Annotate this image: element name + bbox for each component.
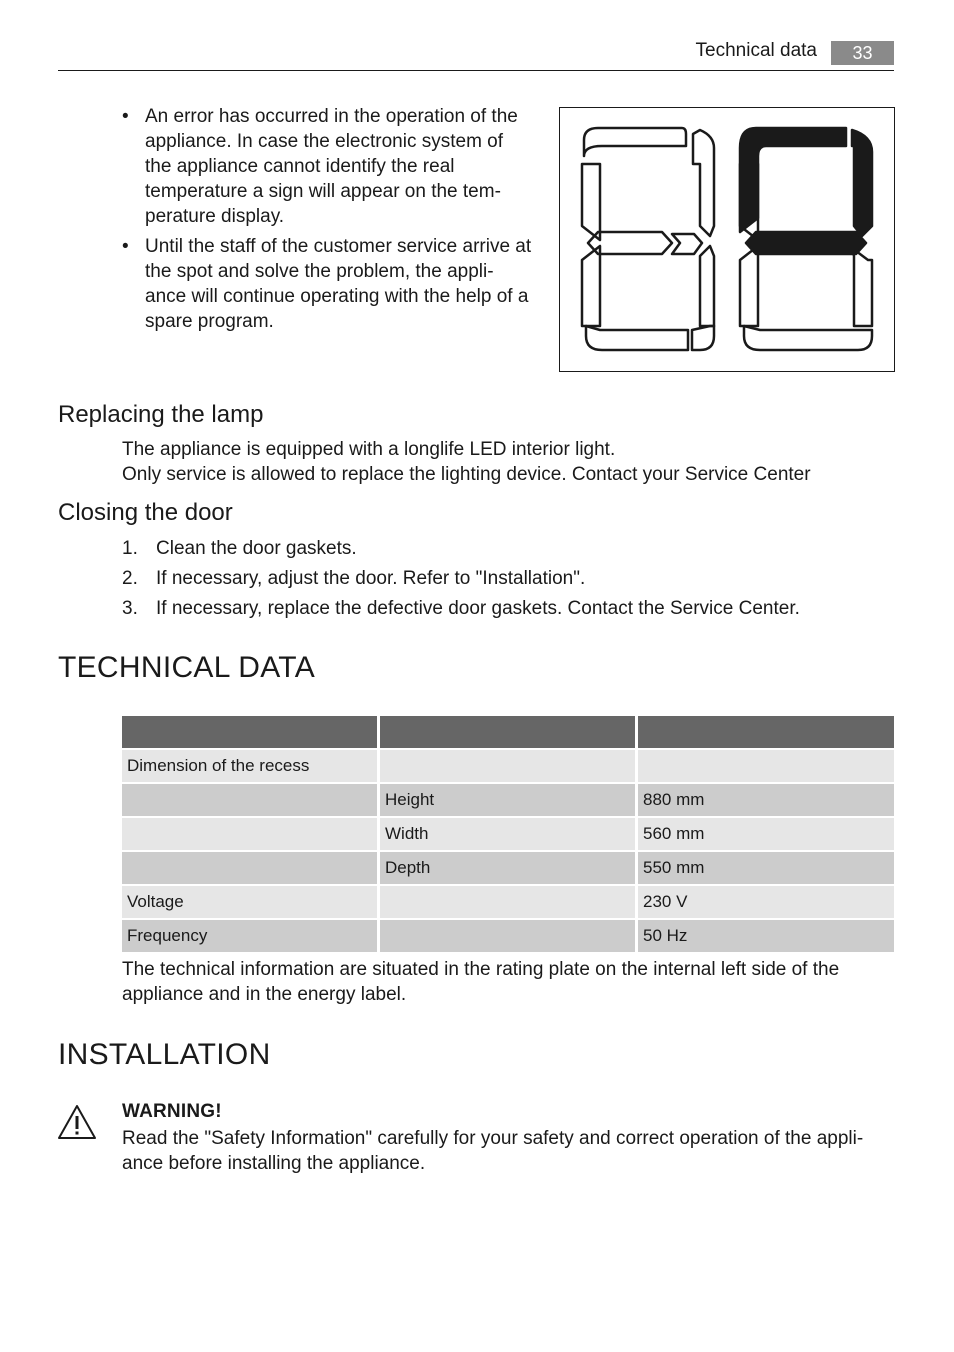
technical-data-note: The technical information are situated in the rating plate on the internal left side of the appliance and in the energy label. bbox=[122, 959, 840, 1005]
table-cell: 50 Hz bbox=[638, 920, 894, 952]
table-cell bbox=[122, 818, 377, 850]
installation-heading: INSTALLATION bbox=[58, 1038, 271, 1071]
bullet-item bbox=[122, 104, 532, 229]
bullet-text: Until the staff of the customer service arrive at the spot and solve the problem, the appli-ance will continue operating with the help of a spare program. bbox=[145, 236, 532, 332]
table-row bbox=[122, 784, 894, 816]
bullet-item bbox=[122, 234, 532, 334]
step-number: 2. bbox=[122, 568, 138, 589]
replacing-lamp-line: Only service is allowed to replace the lighting device. Contact your Service Center bbox=[122, 464, 811, 485]
table-header-row bbox=[122, 716, 894, 748]
bullet-symbol: • bbox=[122, 236, 129, 257]
page-number: 33 bbox=[831, 41, 894, 65]
table-cell: 880 mm bbox=[638, 784, 894, 816]
closing-door-heading: Closing the door bbox=[58, 499, 233, 526]
bullet-text: An error has occurred in the operation of the appliance. In case the electronic system of the appliance cannot identify the real temperature a sign will appear on the tem-perature display. bbox=[145, 106, 518, 227]
table-cell bbox=[638, 750, 894, 782]
table-header-cell bbox=[380, 716, 635, 748]
table-cell: Width bbox=[380, 818, 635, 850]
warning-title: WARNING! bbox=[122, 1101, 222, 1122]
replacing-lamp-heading: Replacing the lamp bbox=[58, 401, 264, 428]
table-cell: Depth bbox=[380, 852, 635, 884]
step-number: 3. bbox=[122, 598, 138, 619]
bullet-symbol: • bbox=[122, 106, 129, 127]
warning-triangle-icon bbox=[57, 1104, 97, 1140]
table-cell bbox=[122, 784, 377, 816]
table-cell bbox=[380, 920, 635, 952]
step-number: 1. bbox=[122, 538, 138, 559]
table-cell: Height bbox=[380, 784, 635, 816]
table-header-cell bbox=[122, 716, 377, 748]
warning-text: Read the "Safety Information" carefully for your safety and correct operation of the appli-ance before installing the appliance. bbox=[122, 1128, 864, 1174]
error-bullet-list bbox=[122, 104, 532, 339]
replacing-lamp-line: The appliance is equipped with a longlife LED interior light. bbox=[122, 439, 616, 460]
table-cell: 560 mm bbox=[638, 818, 894, 850]
table-row bbox=[122, 886, 894, 918]
table-cell: Voltage bbox=[122, 886, 377, 918]
table-row bbox=[122, 750, 894, 782]
table-cell: Frequency bbox=[122, 920, 377, 952]
seven-segment-display-icon bbox=[560, 108, 894, 371]
table-row bbox=[122, 852, 894, 884]
table-row bbox=[122, 818, 894, 850]
table-row bbox=[122, 920, 894, 952]
step-text: Clean the door gaskets. bbox=[156, 538, 357, 559]
table-cell: 230 V bbox=[638, 886, 894, 918]
table-cell: Dimension of the recess bbox=[122, 750, 377, 782]
table-cell bbox=[380, 750, 635, 782]
technical-data-heading: TECHNICAL DATA bbox=[58, 651, 316, 684]
technical-data-table bbox=[122, 716, 894, 954]
step-text: If necessary, adjust the door. Refer to "Installation". bbox=[156, 568, 586, 589]
table-cell: 550 mm bbox=[638, 852, 894, 884]
step-text: If necessary, replace the defective door gaskets. Contact the Service Center. bbox=[156, 598, 800, 619]
header-section-title: Technical data bbox=[695, 40, 817, 61]
table-header-cell bbox=[638, 716, 894, 748]
header-rule bbox=[58, 70, 894, 71]
table-cell bbox=[380, 886, 635, 918]
temperature-display-illustration bbox=[559, 107, 895, 372]
table-cell bbox=[122, 852, 377, 884]
